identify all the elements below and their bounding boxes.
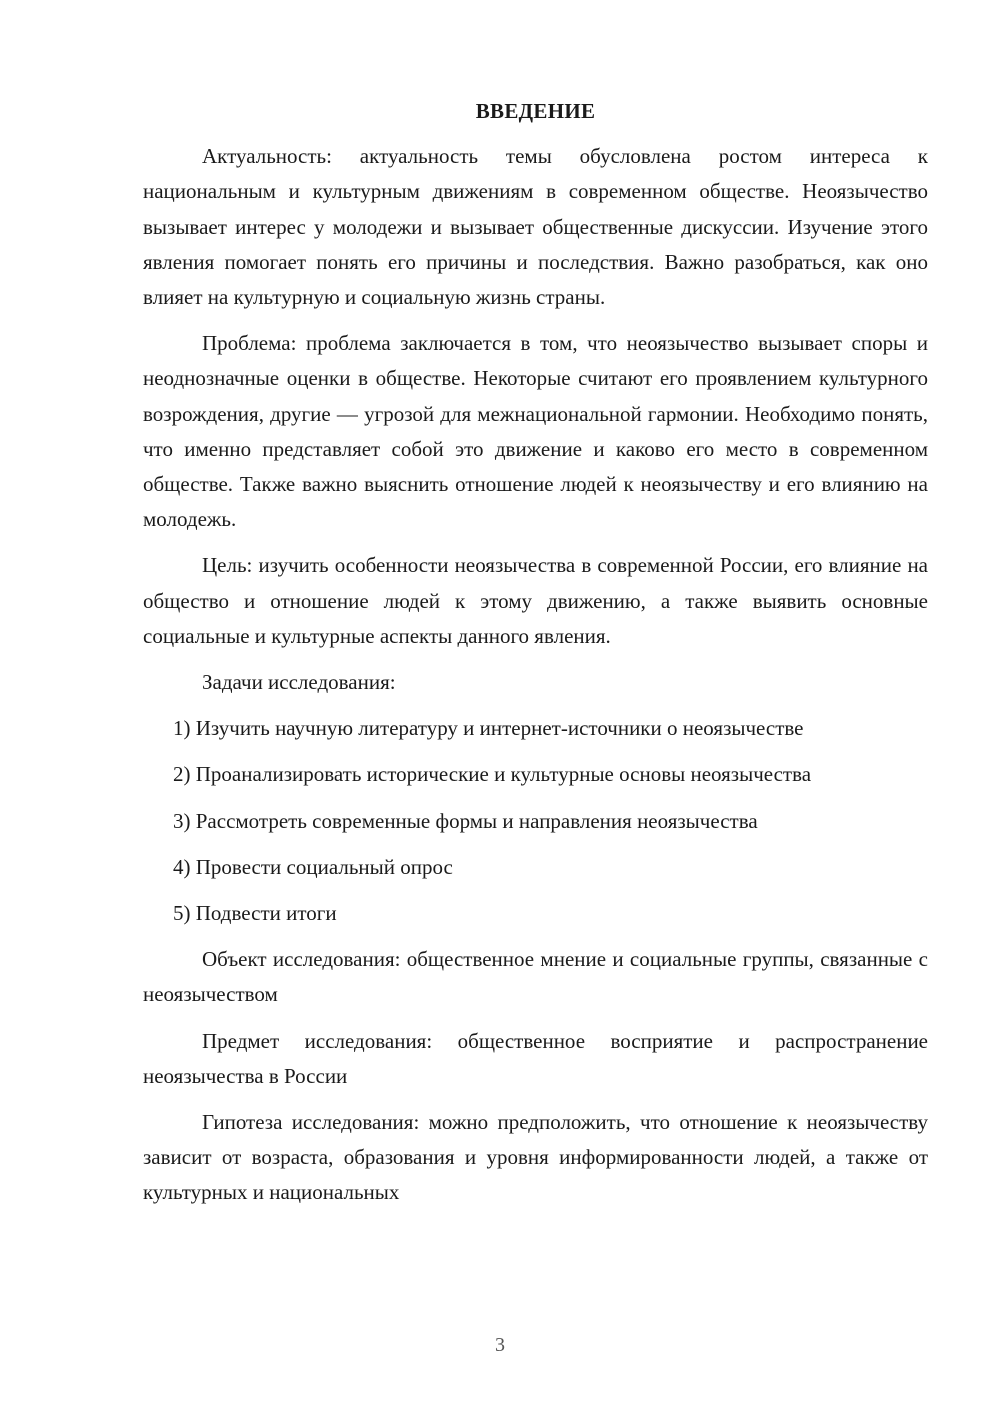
problem-paragraph: Проблема: проблема заключается в том, что неоязычество вызывает споры и неоднозначные оценки в обществе. Некоторые считают его проявлением культурного возрождения, другие — угрозой для межнациональной гармонии. Необходимо понять, что именно представляет собой это движение и каково его место в современном обществе. Также важно выяснить отношение людей к неоязычеству и его влиянию на молодежь.	[143, 331, 928, 532]
task-item: 5) Подвести итоги	[173, 901, 337, 926]
section-heading: ВВЕДЕНИЕ	[475, 99, 596, 123]
page-number: 3	[495, 1334, 505, 1356]
hypothesis-paragraph: Гипотеза исследования: можно предположить, что отношение к неоязычеству зависит от возраста, образования и уровня информированности людей, а также от культурных и национальных	[143, 1110, 928, 1205]
task-item: 3) Рассмотреть современные формы и направления неоязычества	[173, 808, 758, 833]
relevance-paragraph: Актуальность: актуальность темы обусловлена ростом интереса к национальным и культурным движениям в современном обществе. Неоязычество вызывает интерес у молодежи и вызывает общественные дискуссии. Изучение этого явления помогает понять его причины и последствия. Важно разобраться, как оно влияет на культурную и социальную жизнь страны.	[143, 144, 928, 310]
task-item: 4) Провести социальный опрос	[173, 854, 453, 879]
page-content	[143, 94, 928, 1222]
tasks-heading: Задачи исследования:	[202, 670, 396, 695]
subject-paragraph: Предмет исследования: общественное восприятие и распространение неоязычества в России	[143, 1028, 928, 1088]
task-item: 2) Проанализировать исторические и культурные основы неоязычества	[173, 762, 812, 787]
goal-paragraph: Цель: изучить особенности неоязычества в современной России, его влияние на общество и отношение людей к этому движению, а также выявить основные социальные и культурные аспекты данного явления.	[143, 553, 928, 648]
task-item: 1) Изучить научную литературу и интернет-источники о неоязычестве	[173, 716, 804, 741]
object-paragraph: Объект исследования: общественное мнение и социальные группы, связанные с неоязычеством	[143, 947, 928, 1007]
